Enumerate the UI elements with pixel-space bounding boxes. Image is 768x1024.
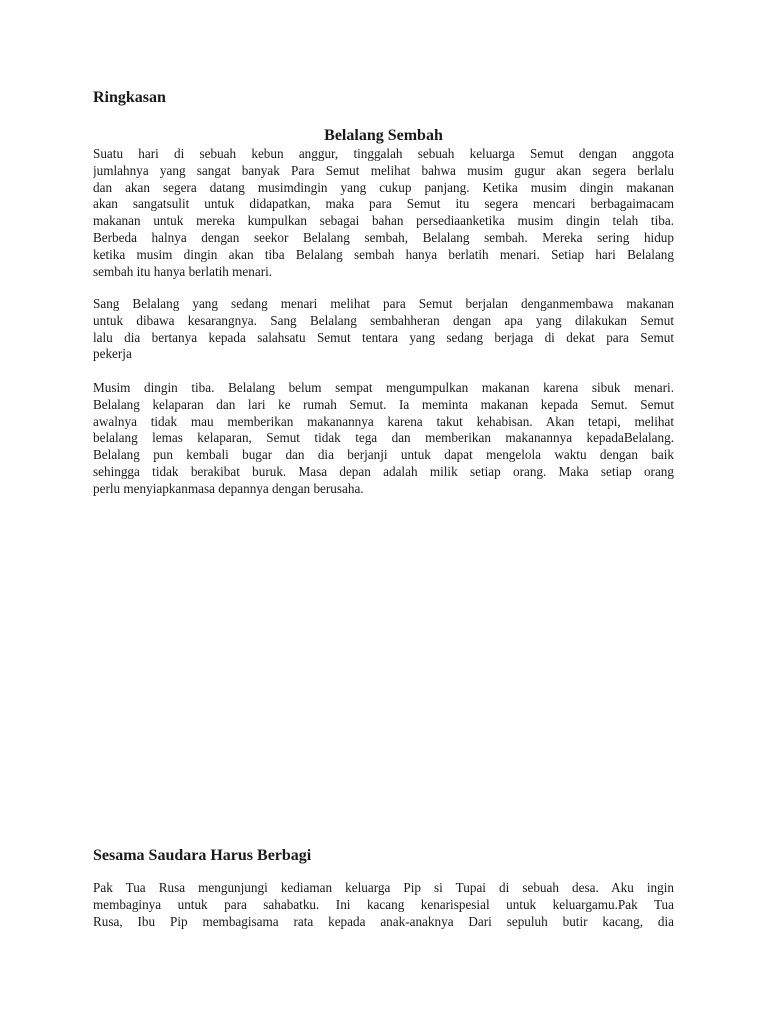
paragraph-line: jumlahnya yang sangat banyak Para Semut melihat bahwa musim gugur akan segera berlalu bbox=[93, 162, 674, 178]
paragraph-line: lalu dia bertanya kepada salahsatu Semut tentara yang sedang berjaga di dekat para Semut bbox=[93, 329, 674, 345]
paragraph-line: sehingga tidak berakibat buruk. Masa depan adalah milik setiap orang. Maka setiap orang bbox=[93, 463, 674, 479]
paragraph-line: Belalang pun kembali bugar dan dia berjanji untuk dapat mengelola waktu dengan baik bbox=[93, 447, 674, 463]
paragraph-line: pekerja bbox=[93, 346, 132, 362]
paragraph-line: Sang Belalang yang sedang menari melihat para Semut berjalan denganmembawa makanan bbox=[93, 296, 674, 311]
paragraph-line: untuk dibawa kesarangnya. Sang Belalang sembahheran dengan apa yang dilakukan Semut bbox=[93, 312, 674, 328]
story-paragraph-1 bbox=[93, 146, 674, 280]
section-heading-sesama-saudara: Sesama Saudara Harus Berbagi bbox=[93, 847, 312, 864]
paragraph-line: Pak Tua Rusa mengunjungi kediaman keluarga Pip si Tupai di sebuah desa. Aku ingin bbox=[93, 880, 674, 895]
paragraph-line: ketika musim dingin akan tiba Belalang sembah hanya berlatih menari. Setiap hari Belalang bbox=[93, 246, 674, 262]
section-heading-ringkasan: Ringkasan bbox=[93, 89, 166, 106]
paragraph-line: Rusa, Ibu Pip membagisama rata kepada anak-anaknya Dari sepuluh butir kacang, dia bbox=[93, 913, 674, 929]
paragraph-line: Berbeda halnya dengan seekor Belalang sembah, Belalang sembah. Mereka sering hidup bbox=[93, 229, 674, 245]
story-paragraph-4 bbox=[93, 880, 674, 930]
paragraph-line: Suatu hari di sebuah kebun anggur, tinggalah sebuah keluarga Semut dengan anggota bbox=[93, 146, 674, 161]
paragraph-line: Musim dingin tiba. Belalang belum sempat mengumpulkan makanan karena sibuk menari. bbox=[93, 380, 674, 395]
paragraph-line: membaginya untuk para sahabatku. Ini kacang kenarispesial untuk keluargamu.Pak Tua bbox=[93, 896, 674, 912]
paragraph-line: dan akan segera datang musimdingin yang cukup panjang. Ketika musim dingin makanan bbox=[93, 179, 674, 195]
story-title-belalang-sembah: Belalang Sembah bbox=[324, 127, 443, 144]
paragraph-line: akan sangatsulit untuk didapatkan, maka para Semut itu segera mencari berbagaimacam bbox=[93, 196, 674, 212]
paragraph-line: awalnya tidak mau memberikan makanannya karena takut kehabisan. Akan tetapi, melihat bbox=[93, 413, 674, 429]
paragraph-line: belalang lemas kelaparan, Semut tidak tega dan memberikan makanannya kepadaBelalang. bbox=[93, 430, 674, 446]
paragraph-line: perlu menyiapkanmasa depannya dengan berusaha. bbox=[93, 480, 364, 496]
story-paragraph-2 bbox=[93, 296, 674, 363]
story-paragraph-3 bbox=[93, 380, 674, 498]
paragraph-line: makanan untuk mereka kumpulkan sebagai bahan persediaanketika musim dingin telah tiba. bbox=[93, 213, 674, 229]
paragraph-line: Belalang kelaparan dan lari ke rumah Semut. Ia meminta makanan kepada Semut. Semut bbox=[93, 396, 674, 412]
paragraph-line: sembah itu hanya berlatih menari. bbox=[93, 263, 273, 279]
